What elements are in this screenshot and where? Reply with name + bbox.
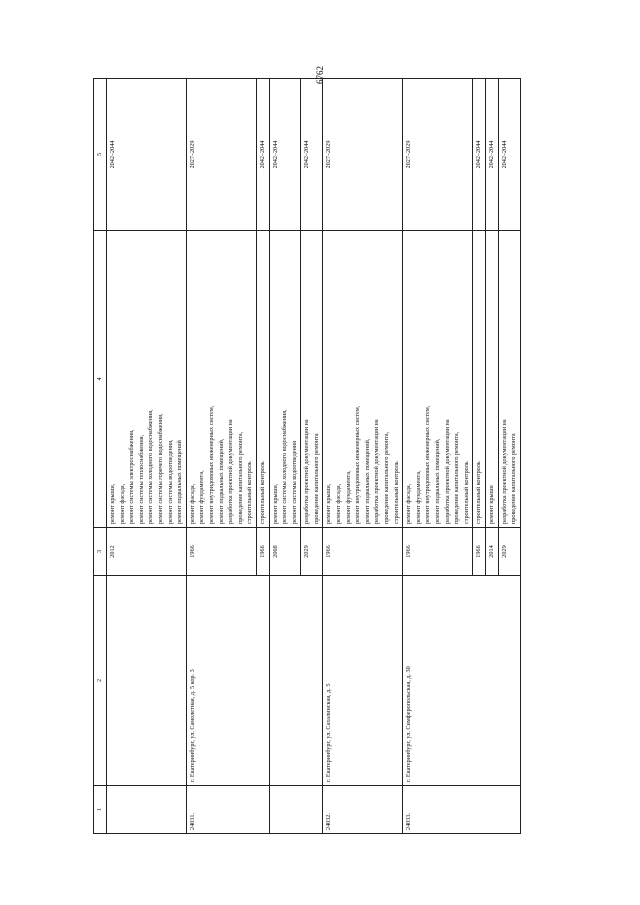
work-type-line: проведение капитального ремонта: [312, 433, 320, 524]
work-type-line: строительный контроль: [475, 461, 483, 524]
year-cell: 2008: [269, 528, 301, 576]
year-cell: 1966: [256, 528, 269, 576]
building-address: г. Екатеринбург, ул. Самолетная, д. 5 кор. 3: [186, 576, 269, 786]
table-row: [269, 79, 301, 834]
year-cell: 1966: [323, 528, 403, 576]
work-type-line: строительный контроль: [462, 461, 470, 524]
repair-period-cell: 2027–2029: [323, 79, 403, 231]
work-type-line: проведение капитального ремонта: [510, 433, 518, 524]
building-address: г. Екатеринбург, ул. Сахалинская, д. 5: [323, 576, 403, 786]
work-type-line: ремонт крыши: [487, 485, 495, 524]
header-cell: 1: [94, 786, 107, 834]
table-row: [323, 79, 403, 834]
year-cell: 1966: [403, 528, 473, 576]
work-type-line: ремонт внутридомовых инженерных систем,: [207, 405, 215, 524]
entry-number: 24033.: [403, 786, 521, 834]
entry-number: 24032.: [323, 786, 403, 834]
work-type-line: ремонт фундамента,: [198, 470, 206, 524]
document-area: [93, 79, 599, 834]
table-row: [186, 79, 256, 834]
work-type-line: ремонт подвальных помещений,: [363, 438, 371, 524]
repair-schedule-table: [93, 78, 521, 834]
work-types-cell: [301, 231, 323, 528]
work-type-line: строительный контроль: [246, 461, 254, 524]
header-cell: 2: [94, 576, 107, 786]
work-type-line: ремонт внутридомовых инженерных систем,: [354, 405, 362, 524]
repair-period-cell: 2042–2044: [473, 79, 486, 231]
work-type-line: ремонт системы горячего водоснабжения,: [156, 413, 164, 524]
work-type-line: строительный контроль: [392, 461, 400, 524]
work-type-line: строительный контроль: [258, 461, 266, 524]
entry-number: 24031.: [186, 786, 269, 834]
entry-number: [269, 786, 323, 834]
year-cell: 2029: [301, 528, 323, 576]
year-cell: 1966: [473, 528, 486, 576]
header-cell: 5: [94, 79, 107, 231]
header-cell: 3: [94, 528, 107, 576]
work-types-cell: [498, 231, 520, 528]
year-cell: 2012: [107, 528, 187, 576]
work-type-line: ремонт фасада,: [188, 483, 196, 524]
work-type-line: ремонт подвальных помещений,: [434, 438, 441, 524]
entry-number: [107, 786, 187, 834]
work-types-cell: [256, 231, 269, 528]
work-type-line: ремонт крыши,: [325, 483, 333, 524]
page-number-text: 6762: [315, 66, 325, 84]
table-row: [107, 79, 187, 834]
work-type-line: ремонт фундамента,: [414, 470, 422, 524]
work-type-line: ремонт подвальных помещений,: [217, 438, 225, 524]
work-type-line: ремонт крыши,: [109, 483, 116, 524]
work-type-line: ремонт системы электроснабжения,: [128, 429, 136, 524]
header-cell: 4: [94, 231, 107, 528]
work-types-cell: [403, 231, 473, 528]
work-types-cell: [269, 231, 301, 528]
table-body: [94, 79, 521, 834]
table-row: [403, 79, 473, 834]
header-row: [94, 79, 107, 834]
work-type-line: ремонт системы теплоснабжения,: [137, 434, 145, 524]
work-type-line: ремонт системы водоотведения,: [166, 439, 174, 524]
work-type-line: ремонт подвальных помещений: [176, 440, 184, 524]
repair-period-cell: 2042–2044: [269, 79, 301, 231]
work-type-line: ремонт внутридомовых инженерных систем,: [424, 405, 432, 524]
repair-period-cell: 2042–2044: [301, 79, 323, 231]
work-type-line: ремонт системы холодного водоснабжения,: [147, 409, 155, 524]
repair-period-cell: 2042–2044: [498, 79, 520, 231]
work-type-line: проведение капитального ремонта,: [383, 431, 391, 524]
building-address: г. Екатеринбург, ул. Симферопольская, д. 30: [403, 576, 521, 786]
work-type-line: разработка проектной документации на: [373, 419, 381, 524]
repair-period-cell: 2042–2044: [485, 79, 498, 231]
work-type-line: проведение капитального ремонта,: [236, 431, 244, 524]
repair-period-cell: 2042–2044: [256, 79, 269, 231]
work-type-line: ремонт фасада,: [118, 483, 126, 524]
work-type-line: разработка проектной документации на: [303, 419, 311, 524]
work-types-cell: [473, 231, 486, 528]
repair-period-cell: 2027–2029: [403, 79, 473, 231]
year-cell: 2014: [485, 528, 498, 576]
work-types-cell: [323, 231, 403, 528]
work-types-cell: [186, 231, 256, 528]
work-types-cell: [107, 231, 187, 528]
repair-period-cell: 2027–2029: [186, 79, 256, 231]
work-type-line: ремонт системы холодного водоснабжения,: [281, 409, 289, 524]
work-type-line: разработка проектной документации на: [227, 419, 235, 524]
building-address: [107, 576, 187, 786]
work-type-line: ремонт системы водоотведения: [290, 441, 298, 524]
work-type-line: ремонт фасада,: [405, 483, 413, 524]
work-type-line: разработка проектной документации на: [500, 419, 508, 524]
work-type-line: ремонт фасада,: [335, 483, 343, 524]
building-address: [269, 576, 323, 786]
year-cell: 1966: [186, 528, 256, 576]
rotated-table-wrapper: [93, 79, 599, 834]
work-type-line: ремонт крыши,: [271, 483, 279, 524]
work-types-cell: [485, 231, 498, 528]
work-type-line: ремонт фундамента,: [344, 470, 352, 524]
year-cell: 2029: [498, 528, 520, 576]
work-type-line: разработка проектной документации на: [443, 419, 451, 524]
repair-period-cell: 2042–2044: [107, 79, 187, 231]
work-type-line: проведение капитального ремонта,: [453, 431, 461, 524]
